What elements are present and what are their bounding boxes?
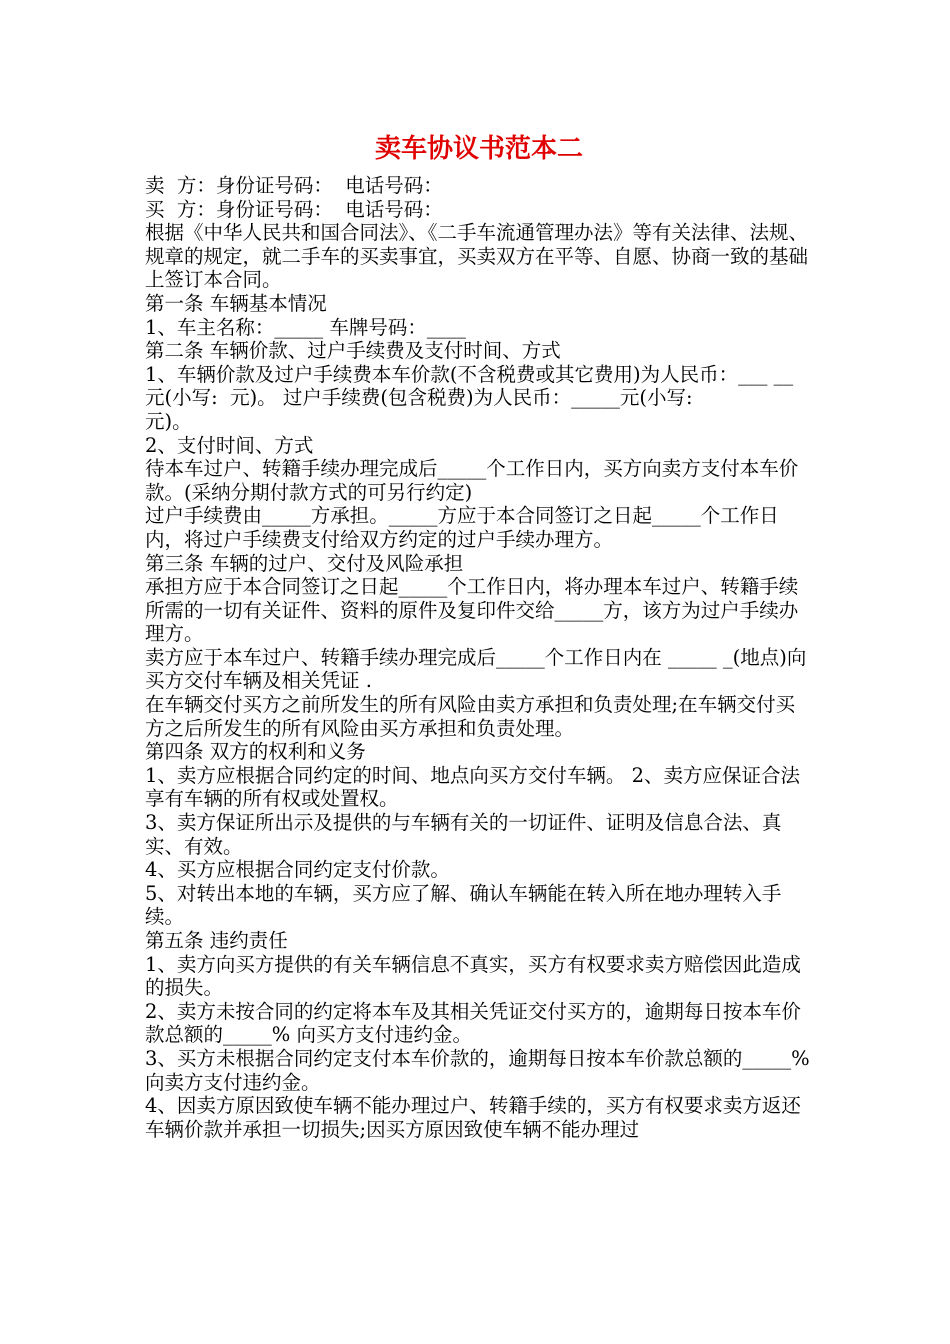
document-page [145, 132, 816, 1141]
article-2-transfer-fee: 过户手续费由_____方承担。_____方应于本合同签订之日起_____个工作日内，将过户手续费支付给双方约定的过户手续办理方。 [145, 504, 779, 551]
article-3-delivery: 卖方应于本车过户、转籍手续办理完成后_____个工作日内在 _____ _(地点)向买方交付车辆及相关凭证 . [145, 645, 807, 693]
article-1-heading: 第一条 车辆基本情况 [145, 291, 327, 315]
article-3-heading: 第三条 车辆的过户、交付及风险承担 [145, 551, 464, 575]
preamble: 根据《中华人民共和国合同法》、《二手车流通管理办法》等有关法律、法规、规章的规定，就二手车的买卖事宜，买卖双方在平等、自愿、协商一致的基础上签订本合同。 [145, 221, 809, 292]
article-3-documents: 承担方应于本合同签订之日起_____个工作日内，将办理本车过户、转籍手续所需的一切有关证件、资料的原件及复印件交给_____方，该方为过户手续办理方。 [145, 575, 799, 646]
article-4-item-4: 4、买方应根据合同约定支付价款。 [145, 858, 450, 882]
article-2-item-1: 1、车辆价款及过户手续费本车价款(不含税费或其它费用)为人民币：___ __ 元(小写: 元)。 过户手续费(包含税费)为人民币：_____元(小写: [145, 362, 800, 410]
article-3-risk: 在车辆交付买方之前所发生的所有风险由卖方承担和负责处理;在车辆交付买方之后所发生的所有风险由买方承担和负责处理。 [145, 693, 796, 740]
article-2-heading: 第二条 车辆价款、过户手续费及支付时间、方式 [145, 339, 561, 363]
article-5-item-1: 1、卖方向买方提供的有关车辆信息不真实，买方有权要求卖方赔偿因此造成的损失。 [145, 952, 801, 1000]
article-2-item-2: 2、支付时间、方式 [145, 433, 314, 457]
article-5-item-3: 3、买方未根据合同约定支付本车价款的，逾期每日按本车价款总额的_____% 向卖方支付违约金。 [145, 1046, 816, 1094]
article-4-item-5: 5、对转出本地的车辆，买方应了解、确认车辆能在转入所在地办理转入手续。 [145, 881, 782, 929]
article-4-heading: 第四条 双方的权利和义务 [145, 740, 366, 764]
article-1-item-1: 1、车主名称：_____ 车牌号码：____ [145, 315, 466, 339]
article-5-item-4: 4、因卖方原因致使车辆不能办理过户、转籍手续的，买方有权要求卖方返还车辆价款并承担一切损失;因买方原因致使车辆不能办理过 [145, 1094, 801, 1141]
article-2-item-1-cont: 元)。 [145, 409, 192, 433]
document-title: 卖车协议书范本二 [374, 134, 583, 164]
seller-line: 卖 方：身份证号码： 电话号码： [145, 174, 443, 197]
article-4-items-1-2: 1、卖方应根据合同约定的时间、地点向买方交付车辆。 2、卖方应保证合法享有车辆的所有权或处置权。 [145, 763, 801, 811]
article-4-item-3: 3、卖方保证所出示及提供的与车辆有关的一切证件、证明及信息合法、真实、有效。 [145, 811, 782, 858]
article-5-item-2: 2、卖方未按合同的约定将本车及其相关凭证交付买方的，逾期每日按本车价款总额的_____% 向买方支付违约金。 [145, 999, 801, 1047]
buyer-line: 买 方：身份证号码： 电话号码： [145, 197, 443, 221]
article-5-heading: 第五条 违约责任 [145, 929, 288, 952]
article-2-payment: 待本车过户、转籍手续办理完成后_____个工作日内，买方向卖方支付本车价款。(采纳分期付款方式的可另行约定) [145, 457, 799, 504]
